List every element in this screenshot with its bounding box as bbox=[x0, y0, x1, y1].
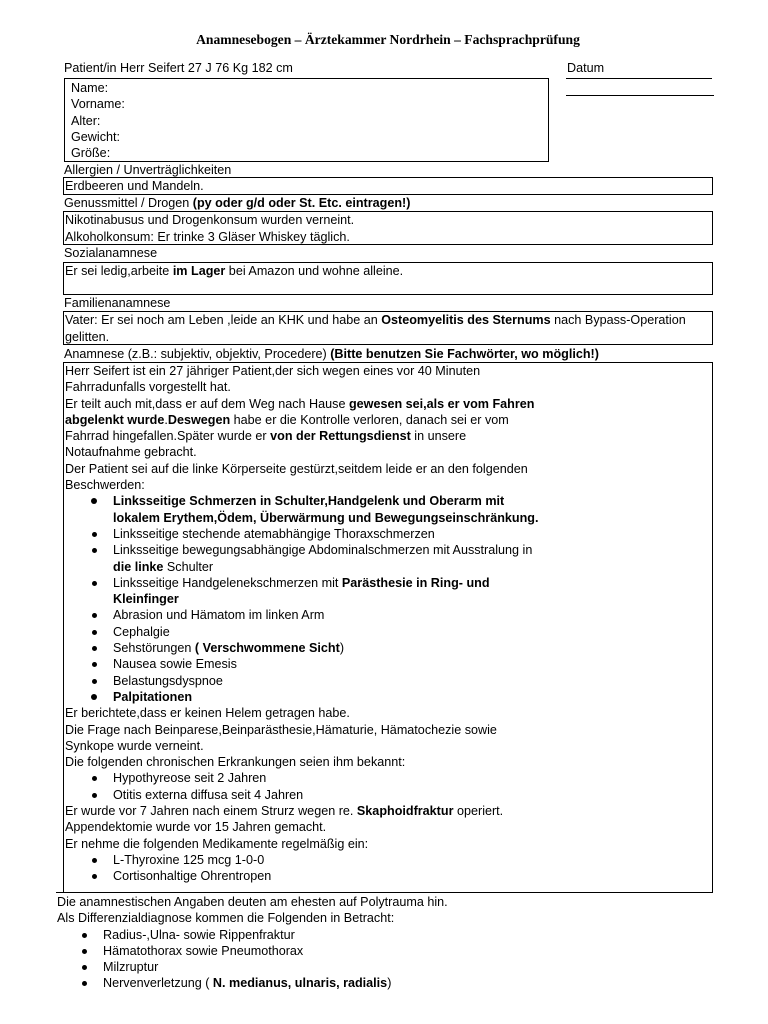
list-item: Nausea sowie Emesis bbox=[65, 656, 543, 672]
chronic-list bbox=[65, 770, 543, 803]
list-item: Otitis externa diffusa seit 4 Jahren bbox=[65, 787, 543, 803]
patient-line: Patient/in Herr Seifert 27 J 76 Kg 182 cm bbox=[64, 61, 293, 75]
alter-field[interactable]: Alter: bbox=[71, 113, 101, 128]
list-item: Abrasion und Hämatom im linken Arm bbox=[65, 607, 543, 623]
sozialanamnese-label: Sozialanamnese bbox=[64, 246, 158, 260]
sozialanamnese-box[interactable] bbox=[63, 262, 713, 295]
list-item: Radius-,Ulna- sowie Rippenfraktur bbox=[55, 927, 697, 943]
anamnese-p8: Appendektomie wurde vor 15 Jahren gemacht. bbox=[65, 820, 327, 835]
differential-list bbox=[55, 927, 697, 992]
diagnose-p2: Als Differenzialdiagnose kommen die Folgenden in Betracht: bbox=[57, 911, 395, 926]
sozialanamnese-value: Er sei ledig,arbeite im Lager bei Amazon und wohne alleine. bbox=[65, 264, 404, 278]
diagnose-p1: Die anamnestischen Angaben deuten am ehesten auf Polytrauma hin. bbox=[57, 895, 448, 909]
list-item: Linksseitige bewegungsabhängige Abdominalschmerzen mit Ausstralung in die linke Schulter bbox=[65, 542, 543, 575]
allergien-box[interactable] bbox=[63, 177, 713, 195]
anamnese-hint: (Bitte benutzen Sie Fachwörter, wo möglich!) bbox=[330, 347, 599, 361]
list-item: Belastungsdyspnoe bbox=[65, 673, 543, 689]
anamnese-p1: Herr Seifert ist ein 27 jähriger Patient,der sich wegen eines vor 40 Minuten Fahrradunfalls vorgestellt hat. bbox=[65, 364, 481, 395]
name-field[interactable]: Name: bbox=[71, 81, 109, 95]
genussmittel-line-2: Alkoholkonsum: Er trinke 3 Gläser Whiskey täglich. bbox=[65, 229, 350, 244]
diagnose-section bbox=[57, 894, 697, 992]
gewicht-field[interactable]: Gewicht: bbox=[71, 129, 120, 144]
anamnese-p9: Er nehme die folgenden Medikamente regelmäßig ein: bbox=[65, 836, 369, 851]
list-item: Cephalgie bbox=[65, 624, 543, 640]
anamnese-p4: Er berichtete,dass er keinen Helem getragen habe. bbox=[65, 706, 350, 721]
genussmittel-hint: (py oder g/d oder St. Etc. eintragen!) bbox=[192, 196, 411, 210]
familienanamnese-value: Vater: Er sei noch am Leben ,leide an KHK und habe an Osteomyelitis des Sternums nach Bypass-Operation gelitten. bbox=[65, 313, 686, 344]
list-item: Hämatothorax sowie Pneumothorax bbox=[55, 943, 697, 959]
list-item: Nervenverletzung ( N. medianus, ulnaris, radialis) bbox=[55, 975, 697, 991]
list-item: Cortisonhaltige Ohrentropen bbox=[65, 868, 543, 884]
datum-line-1[interactable] bbox=[566, 78, 712, 79]
genussmittel-label: Genussmittel / Drogen (py oder g/d oder St. Etc. eintragen!) bbox=[64, 196, 411, 210]
familienanamnese-box[interactable] bbox=[63, 311, 713, 345]
anamnese-p7: Er wurde vor 7 Jahren nach einem Strurz wegen re. Skaphoidfraktur operiert. bbox=[65, 804, 504, 819]
anamnese-label: Anamnese (z.B.: subjektiv, objektiv, Procedere) (Bitte benutzen Sie Fachwörter, wo möglich!) bbox=[64, 347, 599, 361]
genussmittel-box[interactable] bbox=[63, 211, 713, 245]
list-item: Palpitationen bbox=[65, 689, 543, 705]
anamnese-p3: Der Patient sei auf die linke Körperseite gestürzt,seitdem leide er an den folgenden Beschwerden: bbox=[65, 461, 528, 493]
anamnese-p2: Er teilt auch mit,dass er auf dem Weg nach Hause gewesen sei,als er vom Fahren abgelenkt wurde.Deswegen habe er die Kontrolle verloren, danach sei er vom Fahrrad hingefallen.Später wurde er von der Rettungsdienst in unsere Notaufnahme gebracht. bbox=[65, 396, 535, 460]
anamnese-box[interactable] bbox=[63, 362, 713, 892]
allergien-value: Erdbeeren und Mandeln. bbox=[65, 179, 204, 193]
list-item: Hypothyreose seit 2 Jahren bbox=[65, 770, 543, 786]
list-item: Sehstörungen ( Verschwommene Sicht) bbox=[65, 640, 543, 656]
familienanamnese-label: Familienanamnese bbox=[64, 296, 171, 310]
list-item: Linksseitige stechende atemabhängige Thoraxschmerzen bbox=[65, 526, 543, 542]
groesse-field[interactable]: Größe: bbox=[71, 146, 111, 161]
list-item: Linksseitige Schmerzen in Schulter,Handgelenk und Oberarm mit lokalem Erythem,Ödem, Überwärmung und Bewegungseinschränkung. bbox=[65, 493, 543, 526]
allergien-label: Allergien / Unverträglichkeiten bbox=[64, 163, 232, 177]
datum-label: Datum bbox=[567, 61, 605, 75]
anamnese-p6: Die folgenden chronischen Erkrankungen seien ihm bekannt: bbox=[65, 755, 406, 770]
list-item: Milzruptur bbox=[55, 959, 697, 975]
medication-list bbox=[65, 852, 543, 885]
patient-fields-box bbox=[64, 78, 549, 162]
page-title: Anamnesebogen – Ärztekammer Nordrhein – Fachsprachprüfung bbox=[196, 32, 580, 47]
datum-line-2[interactable] bbox=[566, 95, 714, 96]
section-divider bbox=[56, 892, 713, 893]
beschwerden-list bbox=[65, 493, 543, 705]
vorname-field[interactable]: Vorname: bbox=[71, 97, 125, 112]
list-item: Linksseitige Handgelenekschmerzen mit Parästhesie in Ring- und Kleinfinger bbox=[65, 575, 543, 608]
list-item: L-Thyroxine 125 mcg 1-0-0 bbox=[65, 852, 543, 868]
anamnese-p5: Die Frage nach Beinparese,Beinparästhesie,Hämaturie, Hämatochezie sowie Synkope wurde verneint. bbox=[65, 722, 497, 753]
genussmittel-line-1: Nikotinabusus und Drogenkonsum wurden verneint. bbox=[65, 213, 355, 227]
